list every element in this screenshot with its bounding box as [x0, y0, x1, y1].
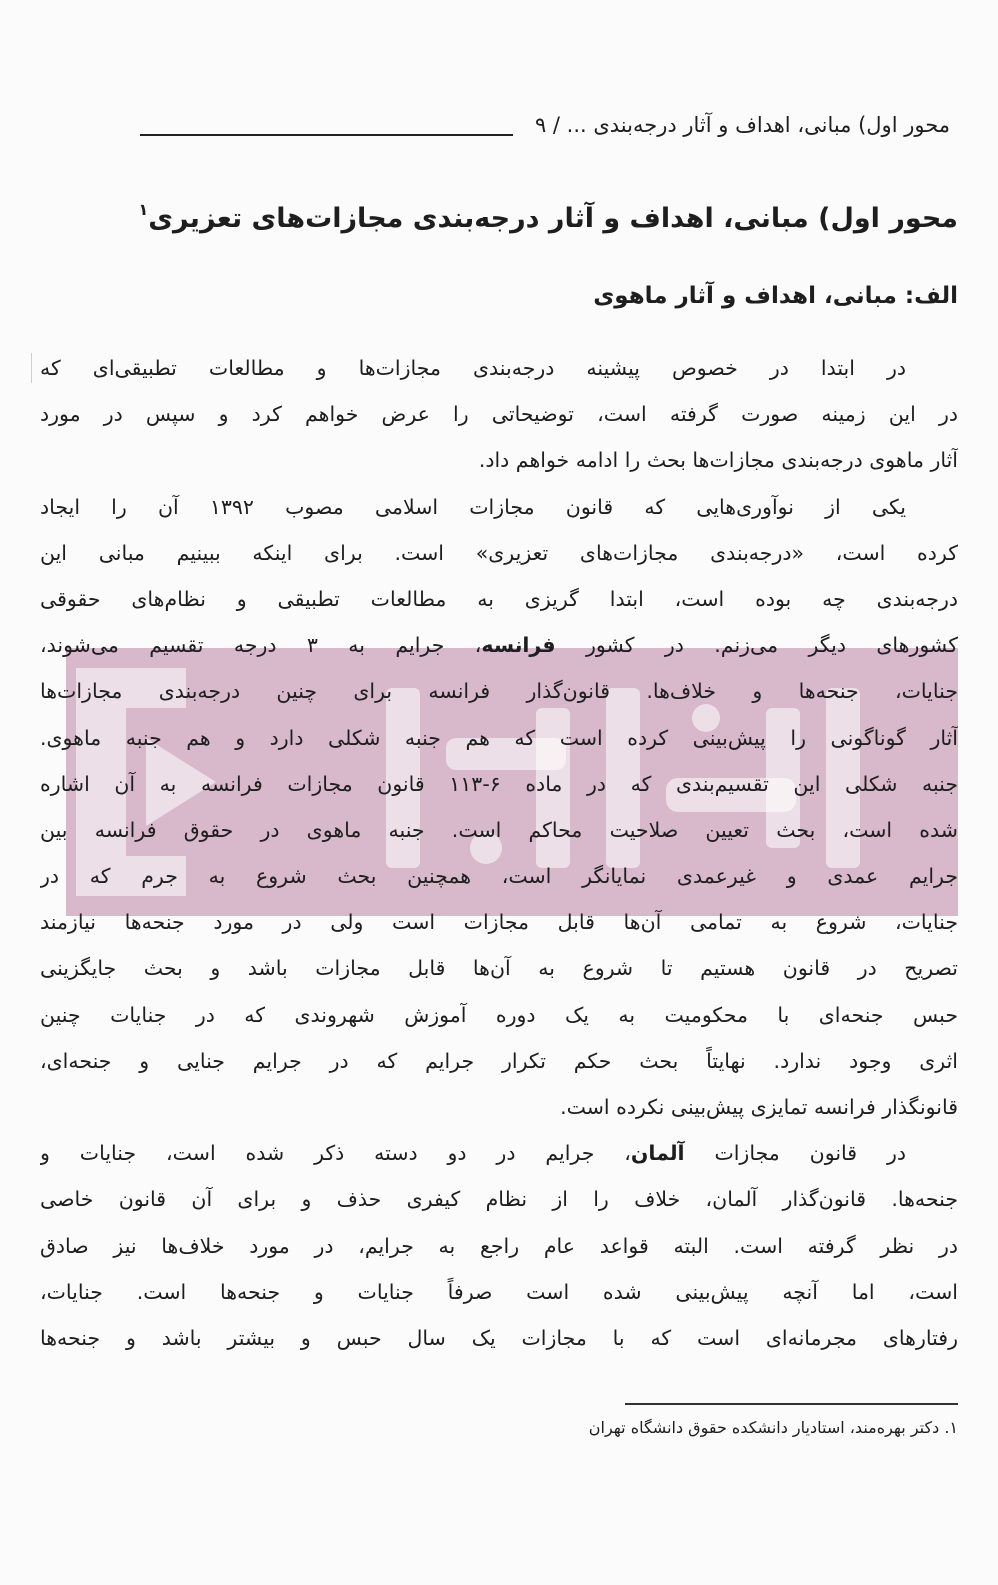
paragraph-1-line-3: آثار ماهوی درجه‌بندی مجازات‌ها بحث را ادامه خواهم داد. [478, 448, 958, 473]
paragraph-2-line-8: شده است، بحث تعیین صلاحیت محاکم است. جنبه ماهوی در حقوق فرانسه بین [40, 817, 958, 842]
bold-term-germany: آلمان [630, 1141, 685, 1166]
footnote: ۱. دکتر بهره‌مند، استادیار دانشکده حقوق دانشگاه تهران [588, 1418, 958, 1437]
paragraph-3-line-2: جنحه‌ها. قانون‌گذار آلمان، خلاف را از نظام کیفری حذف و برای آن قانون خاصی [40, 1187, 958, 1212]
paragraph-1-line-2: در این زمینه صورت گرفته است، توضیحاتی را عرض خواهم کرد و سپس در مورد [40, 402, 958, 427]
paragraph-2-line-13: اثری وجود ندارد. نهایتاً بحث حکم تکرار جرایم که در جرایم جنایی و جنحه‌ای، [40, 1048, 958, 1073]
paragraph-3-line-1 [40, 1130, 958, 1176]
paragraph-2-line-9: جرایم عمدی و غیرعمدی نمایانگر است، همچنین بحث شروع به جرم که در [40, 864, 958, 889]
paragraph-3-line-5: رفتارهای مجرمانه‌ای است که با مجازات یک سال حبس و بیشتر باشد و جنحه‌ها [40, 1325, 958, 1350]
chapter-title-text: محور اول) مبانی، اهداف و آثار درجه‌بندی مجازات‌های تعزیری [148, 203, 958, 234]
running-header [140, 100, 950, 140]
paragraph-3-line-1-end: ، جرایم در دو دسته ذکر شده است، جنایات و [40, 1141, 631, 1166]
footnote-marker: ۱ [138, 200, 149, 219]
paragraph-2-line-4 [40, 622, 958, 668]
paragraph-2-line-6: آثار گوناگونی را پیش‌بینی کرده است که هم جنبه شکلی دارد و هم جنبه ماهوی. [40, 725, 958, 750]
paragraph-2-line-4-end: ، جرایم به ۳ درجه تقسیم می‌شوند، [40, 633, 482, 658]
paragraph-2-line-3: درجه‌بندی چه بوده است، ابتدا گریزی به مطالعات تطبیقی و نظام‌های حقوقی [40, 586, 958, 611]
paragraph-2-line-1: یکی از نوآوری‌هایی که قانون مجازات اسلامی مصوب ۱۳۹۲ آن را ایجاد [40, 494, 907, 519]
paragraph-2-line-12: حبس جنحه‌ای با محکومیت به یک دوره آموزش شهروندی که در جنایات چنین [40, 1002, 958, 1027]
section-title: الف: مبانی، اهداف و آثار ماهوی [593, 283, 958, 309]
paragraph-2-line-14: قانونگذار فرانسه تمایزی پیش‌بینی نکرده است. [560, 1095, 958, 1119]
paragraph-3-line-1-start: در قانون مجازات [714, 1141, 906, 1166]
paragraph-3-line-3: در نظر گرفته است. البته قواعد عام راجع به جرایم، در مورد خلاف‌ها نیز صادق [40, 1233, 958, 1258]
footnote-rule [625, 1403, 958, 1405]
paragraph-2-line-2: کرده است، «درجه‌بندی مجازات‌های تعزیری» است. برای اینکه ببینیم مبانی این [40, 540, 958, 565]
running-header-rule [140, 134, 513, 136]
paragraph-2-line-10: جنایات، شروع به تمامی آن‌ها قابل مجازات است ولی در مورد جنحه‌ها نیازمند [40, 910, 958, 935]
paragraph-1-line-1: در ابتدا در خصوص پیشینه درجه‌بندی مجازات‌ها و مطالعات تطبیقی‌ای که [40, 356, 906, 380]
paragraph-2-line-11: تصریح در قانون هستیم تا شروع به آن‌ها قابل مجازات باشد و بحث جایگزینی [40, 956, 958, 981]
paragraph-3-line-4: است، اما آنچه پیش‌بینی شده است صرفاً جنایات و جنحه‌ها است. جنایات، [40, 1279, 958, 1304]
paragraph-2-line-4-start: کشورهای دیگر می‌زنم. در کشور [585, 633, 958, 658]
paragraph-2-line-5: جنایات، جنحه‌ها و خلاف‌ها. قانون‌گذار فرانسه برای چنین درجه‌بندی مجازات‌ها [40, 679, 958, 704]
running-header-text: محور اول) مبانی، اهداف و آثار درجه‌بندی ... / ۹ [534, 113, 950, 137]
body-text [40, 345, 958, 1361]
chapter-title [138, 200, 958, 235]
margin-mark [31, 353, 32, 383]
paragraph-2-line-7: جنبه شکلی این تقسیم‌بندی که در ماده ۶-۱۱۳ قانون مجازات فرانسه به آن اشاره [40, 771, 958, 796]
bold-term-france: فرانسه [481, 633, 556, 658]
